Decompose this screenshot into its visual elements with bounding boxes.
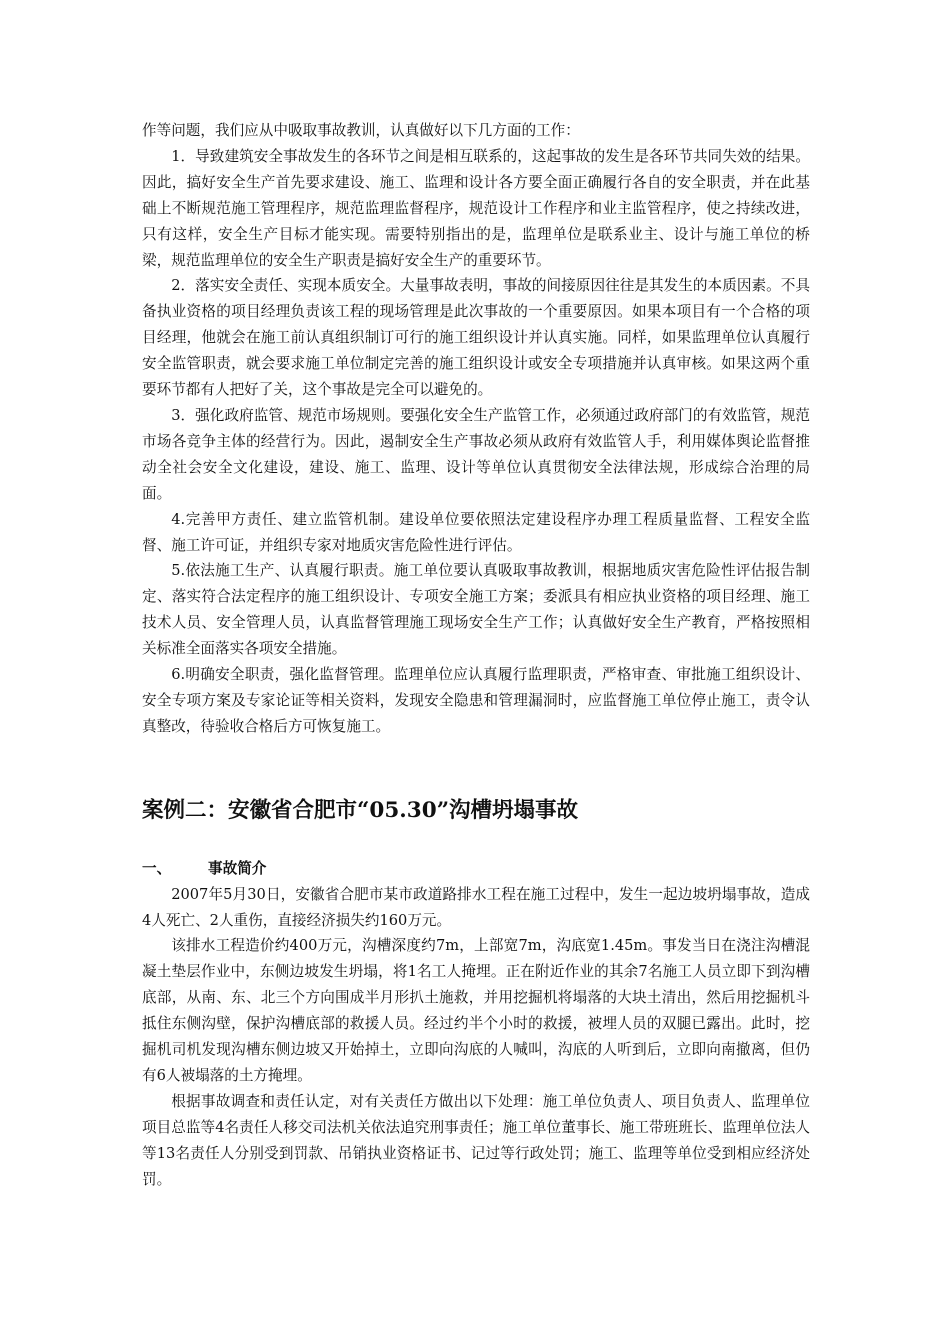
lessons-intro: 作等问题，我们应从中吸取事故教训，认真做好以下几方面的工作： <box>142 122 580 139</box>
lesson-item-6: 6.明确安全职责，强化监督管理。监理单位应认真履行监理职责，严格审查、审批施工组织设计、安全专项方案及专家论证等相关资料，发现安全隐患和管理漏洞时，应监督施工单位停止施工，责令认真整改，待验收合格后方可恢复施工。 <box>142 666 810 735</box>
lesson-item-5: 5.依法施工生产、认真履行职责。施工单位要认真吸取事故教训，根据地质灾害危险性评估报告制定、落实符合法定程序的施工组织设计、专项安全施工方案；委派具有相应执业资格的项目经理、施工技术人员、安全管理人员，认真监督管理施工现场安全生产工作；认真做好安全生产教育，严格按照相关标准全面落实各项安全措施。 <box>142 562 810 658</box>
section-number: 一、 <box>142 859 172 877</box>
case-paragraph-1: 2007年5月30日，安徽省合肥市某市政道路排水工程在施工过程中，发生一起边坡坍塌事故，造成4人死亡、2人重伤，直接经济损失约160万元。 <box>142 885 810 929</box>
section-heading <box>142 856 810 882</box>
case-title: 案例二：安徽省合肥市“05.30”沟槽坍塌事故 <box>142 797 579 823</box>
section-heading-text: 事故简介 <box>208 859 267 877</box>
lesson-item-3: 3．强化政府监管、规范市场规则。要强化安全生产监管工作，必须通过政府部门的有效监管，规范市场各竞争主体的经营行为。因此，遏制安全生产事故必须从政府有效监管人手，利用媒体舆论监督推动全社会安全文化建设，建设、施工、监理、设计等单位认真贯彻安全法律法规，形成综合治理的局面。 <box>142 406 810 502</box>
case-paragraph-2: 该排水工程造价约400万元，沟槽深度约7m，上部宽7m，沟底宽1.45m。事发当日在浇注沟槽混凝土垫层作业中，东侧边坡发生坍塌，将1名工人掩埋。正在附近作业的其余7名施工人员立即下到沟槽底部，从南、东、北三个方向围成半月形扒土施救，并用挖掘机将塌落的大块土清出，然后用挖掘机斗抵住东侧沟壁，保护沟槽底部的救援人员。经过约半个小时的救援，被埋人员的双腿已露出。此时，挖掘机司机发现沟槽东侧边坡又开始掉土，立即向沟底的人喊叫，沟底的人听到后，立即向南撤离，但仍有6人被塌落的土方掩埋。 <box>142 937 810 1084</box>
lesson-item-4: 4.完善甲方责任、建立监管机制。建设单位要依照法定建设程序办理工程质量监督、工程安全监督、施工许可证，并组织专家对地质灾害危险性进行评估。 <box>142 510 810 554</box>
document-page <box>142 118 810 1193</box>
lesson-item-1: 1．导致建筑安全事故发生的各环节之间是相互联系的，这起事故的发生是各环节共同失效的结果。因此，搞好安全生产首先要求建设、施工、监理和设计各方要全面正确履行各自的安全职责，并在此基础上不断规范施工管理程序，规范监理监督程序，规范设计工作程序和业主监管程序，使之持续改进，只有这样，安全生产目标才能实现。需要特别指出的是，监理单位是联系业主、设计与施工单位的桥梁，规范监理单位的安全生产职责是搞好安全生产的重要环节。 <box>142 147 810 269</box>
lesson-item-2: 2．落实安全责任、实现本质安全。大量事故表明，事故的间接原因往往是其发生的本质因素。不具备执业资格的项目经理负责该工程的现场管理是此次事故的一个重要原因。如果本项目有一个合格的项目经理，他就会在施工前认真组织制订可行的施工组织设计并认真实施。同样，如果监理单位认真履行安全监管职责，就会要求施工单位制定完善的施工组织设计或安全专项措施并认真审核。如果这两个重要环节都有人把好了关，这个事故是完全可以避免的。 <box>142 277 810 399</box>
case-paragraph-3: 根据事故调查和责任认定，对有关责任方做出以下处理：施工单位负责人、项目负责人、监理单位项目总监等4名责任人移交司法机关依法追究刑事责任；施工单位董事长、施工带班班长、监理单位法人等13名责任人分别受到罚款、吊销执业资格证书、记过等行政处罚；施工、监理等单位受到相应经济处罚。 <box>142 1092 810 1188</box>
